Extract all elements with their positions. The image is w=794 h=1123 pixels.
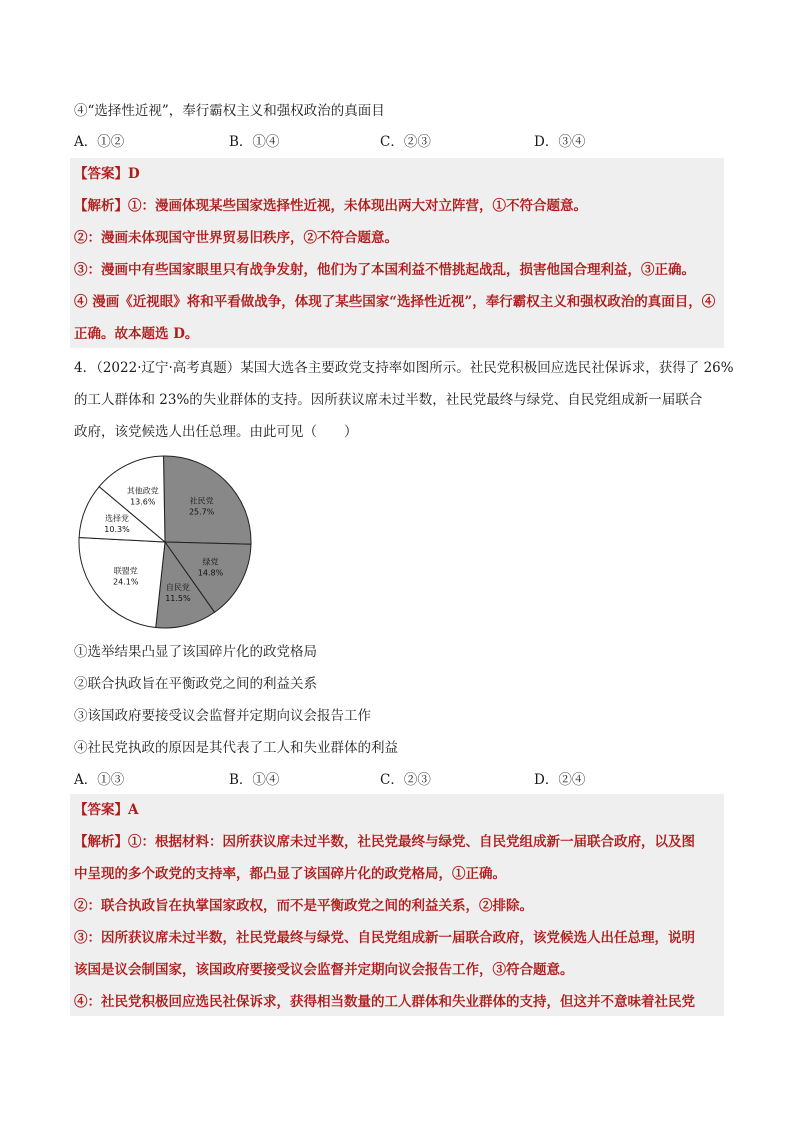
q4-analysis-6: ④：社民党积极回应选民社保诉求，获得相当数量的工人群体和失业群体的支持，但这并不意味着社民党 (74, 994, 695, 1010)
pie-label-value-4: 24.1% (113, 577, 139, 587)
q3-answer-value: D (128, 166, 140, 182)
q4-statement-1: ①选举结果凸显了该国碎片化的政党格局 (74, 644, 317, 660)
pie-chart (70, 452, 260, 632)
q4-option-b[interactable]: B．①④ (229, 772, 280, 788)
pie-label-name-6: 其他政党 (126, 486, 159, 496)
q3-analysis-2: ②：漫画未体现国守世界贸易旧秩序，②不符合题意。 (74, 230, 398, 246)
pie-label-value-6: 13.6% (130, 497, 156, 507)
q4-answer-value: A (128, 802, 139, 818)
q4-analysis-4: ③：因所获议席未过半数，社民党最终与绿党、自民党组成新一届联合政府，该党候选人出任总理，说明 (74, 930, 695, 946)
q3-answer (74, 164, 140, 184)
q3-analysis-text-1: ①：漫画体现某些国家选择性近视，未体现出两大对立阵营，①不符合题意。 (128, 198, 587, 214)
pie-label-name-1: 社民党 (189, 496, 214, 506)
q4-answer (74, 800, 138, 820)
q4-option-a[interactable]: A．①③ (74, 772, 125, 788)
q3-statement-4: ④“选择性近视”，奉行霸权主义和强权政治的真面目 (74, 103, 385, 119)
q4-stem-3: 政府，该党候选人出任总理。由此可见（ ） (74, 424, 358, 440)
pie-label-name-3: 自民党 (165, 582, 190, 592)
q3-option-a[interactable]: A．①② (74, 134, 125, 150)
pie-label-name-2: 绿党 (202, 557, 219, 567)
q4-analysis-2: 中呈现的多个政党的支持率，都凸显了该国碎片化的政党格局，①正确。 (74, 866, 506, 882)
q4-option-d[interactable]: D．②④ (534, 772, 586, 788)
q4-analysis-1 (74, 832, 695, 852)
q4-analysis-tag: 【解析】 (74, 834, 128, 850)
q3-analysis-tag: 【解析】 (74, 198, 128, 214)
q3-option-b[interactable]: B．①④ (229, 134, 280, 150)
q4-analysis-5: 该国是议会制国家，该国政府要接受议会监督并定期向议会报告工作，③符合题意。 (74, 962, 574, 978)
q4-stem-2: 的工人群体和 23%的失业群体的支持。因所获议席未过半数，社民党最终与绿党、自民党组成新一届联合 (74, 392, 703, 408)
q4-statement-2: ②联合执政旨在平衡政党之间的利益关系 (74, 676, 317, 692)
q3-options (74, 132, 724, 152)
q4-statement-3: ③该国政府要接受议会监督并定期向议会报告工作 (74, 708, 371, 724)
q3-option-d[interactable]: D．③④ (534, 134, 586, 150)
q3-analysis-1 (74, 196, 587, 216)
q3-option-c[interactable]: C．②③ (380, 134, 431, 150)
q3-answer-box (70, 158, 724, 348)
q4-answer-box (70, 794, 724, 1016)
pie-label-value-2: 14.8% (197, 568, 224, 578)
q3-analysis-4: ④ 漫画《近视眼》将和平看做战争，体现了某些国家“选择性近视”，奉行霸权主义和强权政治的真面目，④ (74, 294, 716, 310)
pie-label-name-4: 联盟党 (113, 566, 138, 576)
q4-analysis-3: ②：联合执政旨在执掌国家政权，而不是平衡政党之间的利益关系，②排除。 (74, 898, 533, 914)
q4-options (74, 770, 724, 790)
q3-analysis-3: ③：漫画中有些国家眼里只有战争发射，他们为了本国利益不惜挑起战乱，损害他国合理利益，③正确。 (74, 262, 695, 278)
q3-answer-tag: 【答案】 (74, 166, 128, 182)
q4-answer-tag: 【答案】 (74, 802, 128, 818)
pie-label-name-5: 选择党 (104, 514, 129, 524)
q3-analysis-5: 正确。故本题选 D。 (74, 326, 199, 342)
q4-option-c[interactable]: C．②③ (380, 772, 431, 788)
pie-label-value-5: 10.3% (104, 525, 130, 535)
q4-analysis-text-1: ①：根据材料：因所获议席未过半数，社民党最终与绿党、自民党组成新一届联合政府，以及图 (128, 834, 695, 850)
q4-statement-4: ④社民党执政的原因是其代表了工人和失业群体的利益 (74, 740, 398, 756)
q4-stem-1: 4．（2022·辽宁·高考真题）某国大选各主要政党支持率如图所示。社民党积极回应选民社保诉求，获得了 26% (74, 360, 734, 376)
pie-label-value-3: 11.5% (165, 593, 191, 603)
pie-label-value-1: 25.7% (188, 507, 215, 517)
